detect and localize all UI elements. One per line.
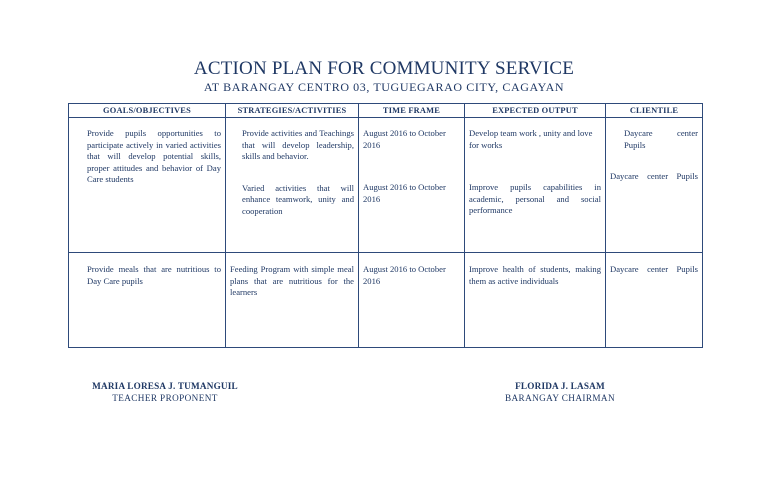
time-frame-text: August 2016 to October 2016 [363, 128, 446, 150]
clientile-text: Daycare center Pupils [624, 128, 698, 150]
expected-output-text: Improve health of students, making them as active individuals [469, 264, 601, 286]
time-frame-cell [359, 118, 465, 253]
strategy-text: Provide activities and Teachings that will develop leadership, skills and behavior. [242, 128, 354, 161]
expected-output-cell [465, 118, 606, 253]
table-header-row [69, 104, 703, 118]
expected-output-cell [465, 253, 606, 348]
document-title: ACTION PLAN FOR COMMUNITY SERVICE [193, 58, 575, 79]
clientile-text: Daycare center Pupils [610, 171, 698, 181]
goal-text: Provide pupils opportunities to participate actively in varied activities that will develop potential skills, proper attitudes and behavior of Day Care students [87, 128, 221, 184]
time-frame-text: August 2016 to October 2016 [363, 182, 446, 204]
expected-output-text: Develop team work , unity and love for works [469, 128, 593, 150]
clientile-text: Daycare center Pupils [610, 264, 698, 274]
header-goals: GOALS/OBJECTIVES [69, 104, 226, 118]
table-row [69, 253, 703, 348]
signature-chairman [470, 380, 650, 404]
signatory-role: BARANGAY CHAIRMAN [504, 393, 615, 403]
action-plan-table [68, 103, 703, 348]
clientile-cell [606, 253, 703, 348]
strategy-text: Varied activities that will enhance teamwork, unity and cooperation [242, 182, 354, 216]
goal-cell [69, 118, 226, 253]
signatory-role: TEACHER PROPONENT [112, 393, 218, 403]
signatory-name: FLORIDA J. LASAM [515, 381, 605, 391]
strategy-cell [226, 253, 359, 348]
time-frame-text: August 2016 to October 2016 [363, 264, 446, 286]
header-time-frame: TIME FRAME [359, 104, 465, 118]
header-strategies: STRATEGIES/ACTIVITIES [226, 104, 359, 118]
document-subtitle: AT BARANGAY CENTRO 03, TUGUEGARAO CITY, CAGAYAN [203, 80, 565, 94]
goal-cell [69, 253, 226, 348]
clientile-cell [606, 118, 703, 253]
signatory-name: MARIA LORESA J. TUMANGUIL [92, 381, 238, 391]
table-row [69, 118, 703, 253]
goal-text: Provide meals that are nutritious to Day Care pupils [87, 264, 221, 286]
signature-teacher [70, 380, 260, 404]
header-expected-output: EXPECTED OUTPUT [465, 104, 606, 118]
time-frame-cell [359, 253, 465, 348]
header-clientile: CLIENTILE [606, 104, 703, 118]
expected-output-text: Improve pupils capabilities in academic, personal and social performance [469, 182, 601, 215]
strategy-text: Feeding Program with simple meal plans that are nutritious for the learners [230, 264, 354, 297]
strategy-cell [226, 118, 359, 253]
